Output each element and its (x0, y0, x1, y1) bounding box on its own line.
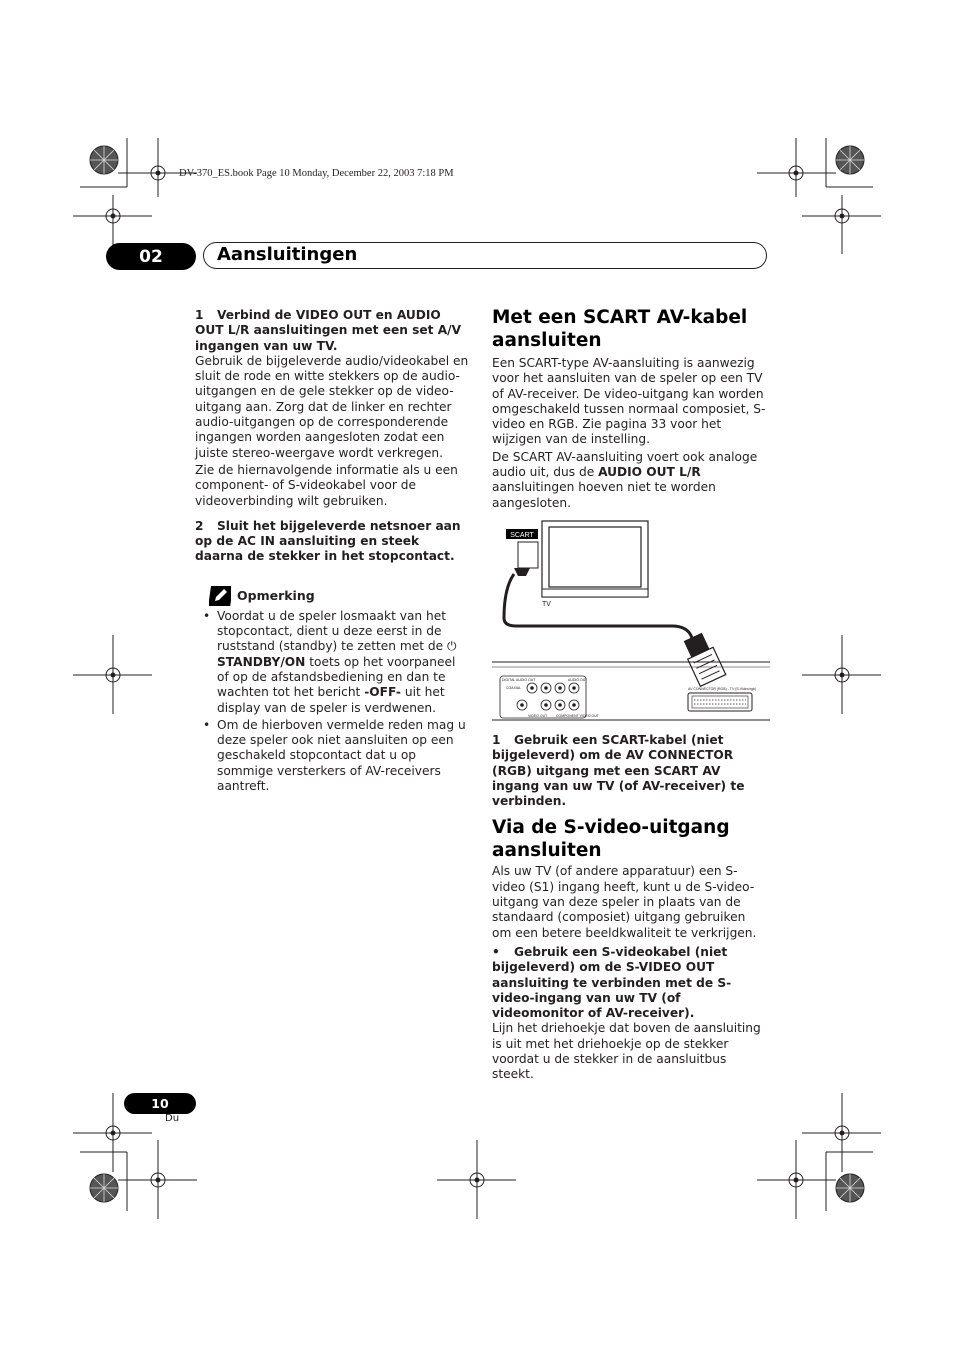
note-heading: Opmerking (237, 588, 315, 604)
av-jack-panel (500, 676, 586, 718)
file-info: DV-370_ES.book Page 10 Monday, December 22, 2003 7:18 PM (179, 168, 454, 179)
scart-plug-player (680, 631, 726, 686)
language-code: Du (165, 1113, 180, 1124)
audio-out-panel-label: AUDIO OUT (568, 678, 588, 682)
svideo-body-2: Lijn het driehoekje dat boven de aansluiting is uit met het driehoekje op de stekker voordat u de stekker in de aansluitbus steekt. (492, 1021, 761, 1082)
component-label: COMPONENT VIDEO OUT (556, 714, 599, 718)
chapter-number-badge: 02 (106, 243, 196, 270)
scart-plug-tv-boot (514, 568, 530, 576)
note-text: toets op het voorpaneel of op de afstandsbediening en dan te wachten tot het bericht (217, 654, 456, 700)
standby-on-label: STANDBY/ON (217, 654, 306, 669)
video-out-label: VIDEO OUT (528, 714, 548, 718)
note-item: • Om de hierboven vermelde reden mag u deze speler ook niet aansluiten op een geschakeld stopcontact dat u op sommige versterkers of AV-receivers aantreft. (195, 718, 470, 794)
scart-step-1 (492, 733, 768, 809)
power-icon: ⏻ (447, 639, 457, 654)
svideo-body: Als uw TV (of andere apparatuur) een S-video (S1) ingang heeft, kunt u de S-video-uitgang van deze speler in plaats van de standaard (composiet) uitgang gebruiken om een betere beeldkwaliteit te verkrijgen. (492, 864, 757, 940)
off-label: -OFF- (364, 685, 401, 700)
scart-heading: Met een SCART AV-kabel aansluiten (492, 307, 748, 351)
svideo-heading: Via de S-video-uitgang aansluiten (492, 817, 730, 862)
scart-body-2 (492, 450, 768, 511)
right-column-top (492, 306, 768, 511)
step-number: 1 (492, 733, 501, 747)
left-column (195, 308, 470, 794)
page-number: 10 (124, 1093, 196, 1114)
step-number: 2 (195, 518, 204, 533)
step-1-body: Gebruik de bijgeleverde audio/videokabel en sluit de rode en witte stekkers op de audio-uitgangen en de gele stekker op de video-uitgang aan. Zorg dat de linker en rechter audio-uitgangen op de corresponderende ingangen worden aangesloten zodat een juiste stereo-weergave wordt verkregen. (195, 353, 469, 460)
note-text: uit het display van de speler is verdwenen. (217, 685, 445, 715)
tv-screen (549, 527, 641, 587)
digital-out-label: DIGITAL AUDIO OUT (502, 678, 536, 682)
bullet: • (492, 944, 500, 959)
scart-body: Een SCART-type AV-aansluiting is aanwezig voor het aansluiten van de speler op een TV of AV-receiver. De video-uitgang kan worden omgeschakeld tussen normaal composiet, S-video en RGB. Zie pagina 33 voor het wijzigen van de instelling. (492, 356, 766, 447)
right-column-bottom (492, 733, 768, 1083)
step-1-body-2: Zie de hiernavolgende informatie als u een component- of S-videokabel voor de videoverbinding wilt gebruiken. (195, 462, 458, 508)
note-list (195, 609, 470, 795)
pencil-note-icon (209, 586, 231, 606)
scart-body-text: De SCART AV-aansluiting voert ook analoge audio uit, dus de (492, 449, 758, 480)
svideo-bullet (492, 945, 768, 1021)
scart-socket-inner (692, 696, 748, 708)
step-1-title: Verbind de VIDEO OUT en AUDIO OUT L/R aansluitingen met een set A/V ingangen van uw TV. (195, 308, 462, 353)
scart-tag-label: SCART (510, 532, 534, 539)
chapter-title: Aansluitingen (217, 244, 358, 265)
coaxial-label: COAXIAL (506, 686, 522, 690)
step-1 (195, 308, 470, 354)
note-text: Voordat u de speler losmaakt van het stopcontact, dient u deze eerst in de ruststand (standby) te zetten met de (217, 608, 448, 654)
scart-step-text: Gebruik een SCART-kabel (niet bijgeleverd) om de AV CONNECTOR (RGB) uitgang met een SCART AV ingang van uw TV (of AV-receiver) te verbinden. (492, 733, 745, 809)
step-number: 1 (195, 308, 204, 322)
note-item (195, 609, 470, 716)
scart-body-text: aansluitingen hoeven niet te worden aangesloten. (492, 480, 716, 510)
scart-plug-tv (518, 542, 538, 568)
svideo-bullet-text: Gebruik een S-videokabel (niet bijgeleverd) om de S-VIDEO OUT aansluiting te verbinden met de S-video-ingang van uw TV (of videomonitor of AV-receiver). (492, 944, 732, 1021)
tv-label: TV (542, 601, 551, 608)
step-2-title: Sluit het bijgeleverde netsnoer aan op de AC IN aansluiting en steek daarna de stekker in het stopcontact. (195, 518, 461, 564)
step-2 (195, 519, 470, 565)
tv-base (542, 589, 648, 597)
note-header (195, 586, 470, 606)
av-connector-label: AV CONNECTOR (RGB) - TV (S-Video/rgb) (688, 687, 757, 691)
scart-connection-diagram (492, 518, 770, 724)
audio-out-label: AUDIO OUT L/R (598, 465, 701, 480)
